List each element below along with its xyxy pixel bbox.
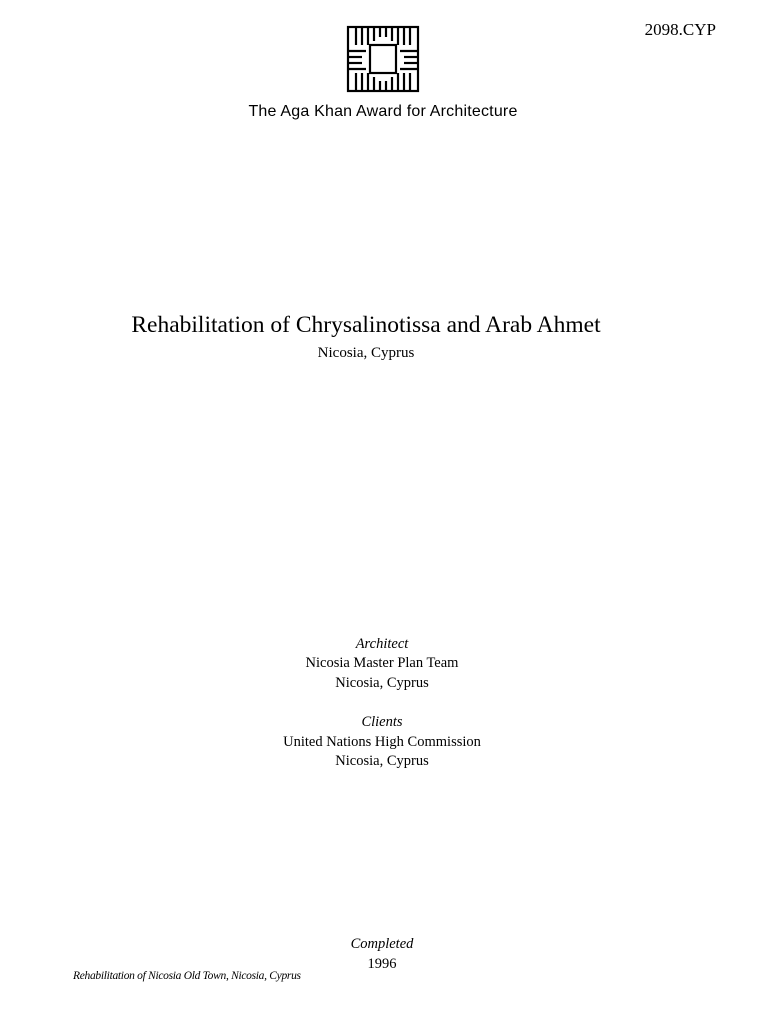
project-title: Rehabilitation of Chrysalinotissa and Arab Ahmet	[131, 312, 601, 338]
completed-label: Completed	[350, 936, 414, 952]
completed-year: 1996	[367, 956, 397, 972]
project-location: Nicosia, Cyprus	[317, 345, 415, 361]
clients-label: Clients	[361, 714, 403, 730]
organization-name: The Aga Khan Award for Architecture	[248, 103, 518, 120]
document-code: 2098.CYP	[644, 20, 716, 39]
architect-location: Nicosia, Cyprus	[335, 675, 429, 691]
architect-name: Nicosia Master Plan Team	[305, 655, 459, 671]
clients-location: Nicosia, Cyprus	[335, 753, 429, 769]
aga-khan-award-logo-icon	[346, 25, 420, 93]
clients-name: United Nations High Commission	[283, 734, 481, 750]
architect-label: Architect	[355, 636, 409, 652]
footer-note: Rehabilitation of Nicosia Old Town, Nicosia, Cyprus	[73, 970, 301, 982]
